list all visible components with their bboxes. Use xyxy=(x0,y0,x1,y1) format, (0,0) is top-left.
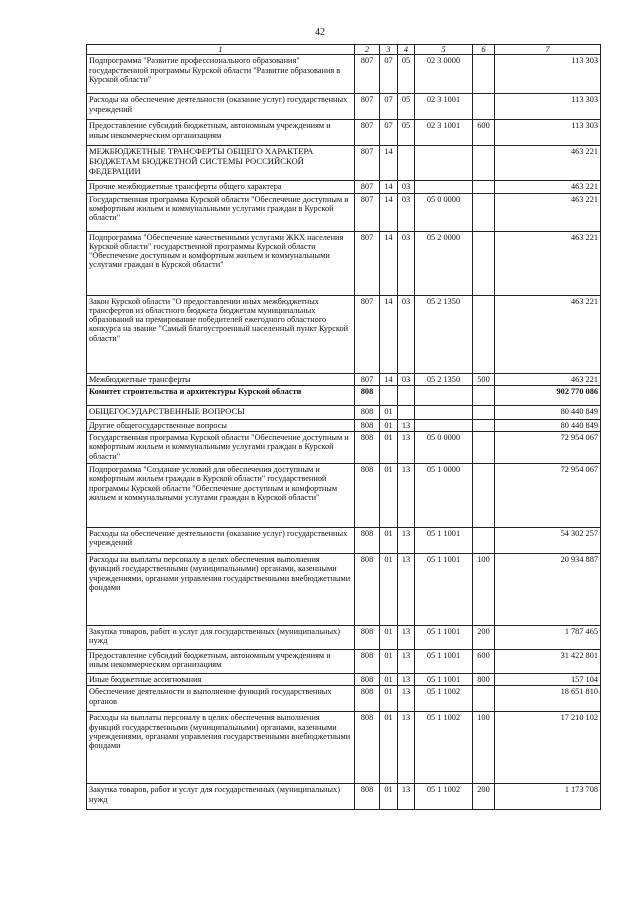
gr-code: 807 xyxy=(355,231,380,295)
row-name: Межбюджетные трансферты xyxy=(87,373,355,385)
csr-code xyxy=(415,405,473,419)
rz-code: 07 xyxy=(380,94,398,120)
pr-code: 13 xyxy=(398,784,415,810)
table-row xyxy=(87,554,601,626)
vr-code xyxy=(473,419,495,431)
gr-code: 807 xyxy=(355,94,380,120)
gr-code: 808 xyxy=(355,784,380,810)
table-row xyxy=(87,373,601,385)
csr-code: 05 1 1001 xyxy=(415,650,473,674)
vr-code: 100 xyxy=(473,712,495,784)
csr-code: 02 3 1001 xyxy=(415,94,473,120)
row-sum: 17 210 102 xyxy=(495,712,601,784)
csr-code: 02 3 0000 xyxy=(415,55,473,94)
row-name: Обеспечение деятельности и выполнение функций государственных органов xyxy=(87,686,355,712)
pr-code: 13 xyxy=(398,626,415,650)
vr-code xyxy=(473,464,495,528)
pr-code: 13 xyxy=(398,674,415,686)
csr-code xyxy=(415,419,473,431)
rz-code: 14 xyxy=(380,146,398,181)
gr-code: 808 xyxy=(355,674,380,686)
rz-code: 01 xyxy=(380,674,398,686)
row-sum: 113 303 xyxy=(495,94,601,120)
vr-code: 200 xyxy=(473,784,495,810)
vr-code xyxy=(473,146,495,181)
csr-code: 02 3 1001 xyxy=(415,120,473,146)
csr-code: 05 1 1002 xyxy=(415,686,473,712)
row-sum: 463 221 xyxy=(495,295,601,373)
csr-code xyxy=(415,181,473,193)
row-name: Подпрограмма "Создание условий для обеспечения доступным и комфортным жильем граждан в Курской области" государственной программы Курской области "Обеспечение доступным и комфортным жильем и коммунальными услугами граждан в Курской области" xyxy=(87,464,355,528)
pr-code: 13 xyxy=(398,432,415,464)
table-body xyxy=(87,55,601,810)
budget-table xyxy=(86,44,601,810)
table-row xyxy=(87,432,601,464)
pr-code: 03 xyxy=(398,373,415,385)
gr-code: 808 xyxy=(355,650,380,674)
csr-code: 05 1 1002 xyxy=(415,784,473,810)
column-header: 4 xyxy=(398,45,415,55)
table-row xyxy=(87,94,601,120)
rz-code: 01 xyxy=(380,712,398,784)
vr-code xyxy=(473,94,495,120)
rz-code: 01 xyxy=(380,432,398,464)
rz-code: 14 xyxy=(380,295,398,373)
gr-code: 808 xyxy=(355,528,380,554)
table-row xyxy=(87,405,601,419)
table-header-row xyxy=(87,45,601,55)
vr-code xyxy=(473,231,495,295)
pr-code xyxy=(398,405,415,419)
gr-code: 807 xyxy=(355,181,380,193)
csr-code: 05 2 0000 xyxy=(415,231,473,295)
row-name: Предоставление субсидий бюджетным, автономным учреждениям и иным некоммерческим организациям xyxy=(87,120,355,146)
csr-code: 05 2 1350 xyxy=(415,295,473,373)
gr-code: 808 xyxy=(355,686,380,712)
pr-code: 03 xyxy=(398,193,415,231)
gr-code: 807 xyxy=(355,120,380,146)
pr-code: 05 xyxy=(398,94,415,120)
pr-code: 13 xyxy=(398,650,415,674)
table-row xyxy=(87,385,601,405)
column-header: 2 xyxy=(355,45,380,55)
pr-code: 13 xyxy=(398,712,415,784)
column-header: 6 xyxy=(473,45,495,55)
rz-code: 01 xyxy=(380,626,398,650)
vr-code xyxy=(473,181,495,193)
table-row xyxy=(87,193,601,231)
row-sum: 80 440 849 xyxy=(495,419,601,431)
row-name: Прочие межбюджетные трансферты общего характера xyxy=(87,181,355,193)
pr-code xyxy=(398,385,415,405)
row-sum: 113 303 xyxy=(495,120,601,146)
table-row xyxy=(87,712,601,784)
csr-code: 05 1 0000 xyxy=(415,464,473,528)
row-sum: 80 440 849 xyxy=(495,405,601,419)
row-name: Расходы на выплаты персоналу в целях обеспечения выполнения функций государственными (муниципальными) органами, казенными учреждениями, органами управления государственными внебюджетными фондами xyxy=(87,554,355,626)
vr-code xyxy=(473,686,495,712)
table-row xyxy=(87,528,601,554)
rz-code: 01 xyxy=(380,528,398,554)
pr-code: 03 xyxy=(398,295,415,373)
gr-code: 808 xyxy=(355,385,380,405)
row-sum: 463 221 xyxy=(495,181,601,193)
vr-code xyxy=(473,528,495,554)
table-row xyxy=(87,181,601,193)
table-row xyxy=(87,231,601,295)
row-sum: 72 954 067 xyxy=(495,432,601,464)
rz-code: 14 xyxy=(380,193,398,231)
vr-code xyxy=(473,432,495,464)
row-name: Подпрограмма "Развитие профессионального образования" государственной программы Курской области "Развитие образования в Курской области" xyxy=(87,55,355,94)
vr-code xyxy=(473,385,495,405)
row-name: Закон Курской области "О предоставлении иных межбюджетных трансфертов из областного бюджета бюджетам муниципальных образований на премирование победителей ежегодного областного конкурса на звание "Самый благоустроенный населенный пункт Курской области" xyxy=(87,295,355,373)
gr-code: 808 xyxy=(355,405,380,419)
column-header: 7 xyxy=(495,45,601,55)
csr-code xyxy=(415,385,473,405)
table-row xyxy=(87,55,601,94)
csr-code: 05 2 1350 xyxy=(415,373,473,385)
row-sum: 72 954 067 xyxy=(495,464,601,528)
table-row xyxy=(87,419,601,431)
table-row xyxy=(87,686,601,712)
vr-code: 100 xyxy=(473,554,495,626)
pr-code: 13 xyxy=(398,528,415,554)
rz-code xyxy=(380,385,398,405)
gr-code: 807 xyxy=(355,373,380,385)
rz-code: 07 xyxy=(380,120,398,146)
column-header: 5 xyxy=(415,45,473,55)
table-row xyxy=(87,146,601,181)
gr-code: 807 xyxy=(355,146,380,181)
row-name: Государственная программа Курской области "Обеспечение доступным и комфортным жильем и коммунальными услугами граждан в Курской области" xyxy=(87,193,355,231)
rz-code: 01 xyxy=(380,554,398,626)
csr-code: 05 1 1002 xyxy=(415,712,473,784)
row-sum: 463 221 xyxy=(495,193,601,231)
page-number: 42 xyxy=(315,27,325,38)
rz-code: 01 xyxy=(380,686,398,712)
pr-code: 05 xyxy=(398,55,415,94)
row-name: Предоставление субсидий бюджетным, автономным учреждениям и иным некоммерческим организациям xyxy=(87,650,355,674)
pr-code: 13 xyxy=(398,554,415,626)
gr-code: 808 xyxy=(355,419,380,431)
table-row xyxy=(87,674,601,686)
gr-code: 807 xyxy=(355,193,380,231)
pr-code: 03 xyxy=(398,231,415,295)
row-name: Расходы на обеспечение деятельности (оказание услуг) государственных учреждений xyxy=(87,94,355,120)
row-name: Расходы на выплаты персоналу в целях обеспечения выполнения функций государственными (муниципальными) органами, казенными учреждениями, органами управления государственными внебюджетными фондами xyxy=(87,712,355,784)
vr-code: 500 xyxy=(473,373,495,385)
csr-code: 05 1 1001 xyxy=(415,528,473,554)
gr-code: 808 xyxy=(355,432,380,464)
table-row xyxy=(87,120,601,146)
row-sum: 18 651 810 xyxy=(495,686,601,712)
row-name: Подпрограмма "Обеспечение качественными услугами ЖКХ населения Курской области" государственной программы Курской области "Обеспечение доступным и комфортным жильем и коммунальными услугами граждан в Курской области" xyxy=(87,231,355,295)
gr-code: 808 xyxy=(355,712,380,784)
csr-code: 05 1 1001 xyxy=(415,554,473,626)
csr-code: 05 0 0000 xyxy=(415,193,473,231)
rz-code: 14 xyxy=(380,373,398,385)
table-row xyxy=(87,626,601,650)
row-sum: 1 173 708 xyxy=(495,784,601,810)
row-name: МЕЖБЮДЖЕТНЫЕ ТРАНСФЕРТЫ ОБЩЕГО ХАРАКТЕРА БЮДЖЕТАМ БЮДЖЕТНОЙ СИСТЕМЫ РОССИЙСКОЙ ФЕДЕРАЦИИ xyxy=(87,146,355,181)
rz-code: 01 xyxy=(380,464,398,528)
vr-code xyxy=(473,295,495,373)
row-name: Комитет строительства и архитектуры Курской области xyxy=(87,385,355,405)
row-sum: 20 934 887 xyxy=(495,554,601,626)
pr-code: 03 xyxy=(398,181,415,193)
row-sum: 463 221 xyxy=(495,231,601,295)
gr-code: 808 xyxy=(355,464,380,528)
rz-code: 01 xyxy=(380,419,398,431)
vr-code: 600 xyxy=(473,120,495,146)
gr-code: 807 xyxy=(355,55,380,94)
csr-code: 05 0 0000 xyxy=(415,432,473,464)
row-sum: 1 787 465 xyxy=(495,626,601,650)
gr-code: 807 xyxy=(355,295,380,373)
row-name: Иные бюджетные ассигнования xyxy=(87,674,355,686)
gr-code: 808 xyxy=(355,626,380,650)
column-header: 1 xyxy=(87,45,355,55)
vr-code xyxy=(473,193,495,231)
row-sum: 902 770 086 xyxy=(495,385,601,405)
rz-code: 01 xyxy=(380,784,398,810)
csr-code xyxy=(415,146,473,181)
vr-code xyxy=(473,55,495,94)
pr-code xyxy=(398,146,415,181)
csr-code: 05 1 1001 xyxy=(415,674,473,686)
table-row xyxy=(87,650,601,674)
vr-code: 800 xyxy=(473,674,495,686)
table-row xyxy=(87,784,601,810)
row-name: ОБЩЕГОСУДАРСТВЕННЫЕ ВОПРОСЫ xyxy=(87,405,355,419)
row-name: Расходы на обеспечение деятельности (оказание услуг) государственных учреждений xyxy=(87,528,355,554)
rz-code: 14 xyxy=(380,181,398,193)
pr-code: 13 xyxy=(398,419,415,431)
row-sum: 463 221 xyxy=(495,373,601,385)
pr-code: 05 xyxy=(398,120,415,146)
row-sum: 31 422 801 xyxy=(495,650,601,674)
row-sum: 463 221 xyxy=(495,146,601,181)
row-name: Закупка товаров, работ и услуг для государственных (муниципальных) нужд xyxy=(87,626,355,650)
vr-code: 200 xyxy=(473,626,495,650)
row-sum: 157 104 xyxy=(495,674,601,686)
rz-code: 01 xyxy=(380,405,398,419)
csr-code: 05 1 1001 xyxy=(415,626,473,650)
row-name: Государственная программа Курской области "Обеспечение доступным и комфортным жильем и коммунальными услугами граждан в Курской области" xyxy=(87,432,355,464)
rz-code: 07 xyxy=(380,55,398,94)
pr-code: 13 xyxy=(398,686,415,712)
column-header: 3 xyxy=(380,45,398,55)
table-row xyxy=(87,295,601,373)
row-sum: 54 302 257 xyxy=(495,528,601,554)
vr-code: 600 xyxy=(473,650,495,674)
pr-code: 13 xyxy=(398,464,415,528)
row-sum: 113 303 xyxy=(495,55,601,94)
rz-code: 14 xyxy=(380,231,398,295)
row-name: Закупка товаров, работ и услуг для государственных (муниципальных) нужд xyxy=(87,784,355,810)
vr-code xyxy=(473,405,495,419)
table-row xyxy=(87,464,601,528)
rz-code: 01 xyxy=(380,650,398,674)
row-name: Другие общегосударственные вопросы xyxy=(87,419,355,431)
gr-code: 808 xyxy=(355,554,380,626)
